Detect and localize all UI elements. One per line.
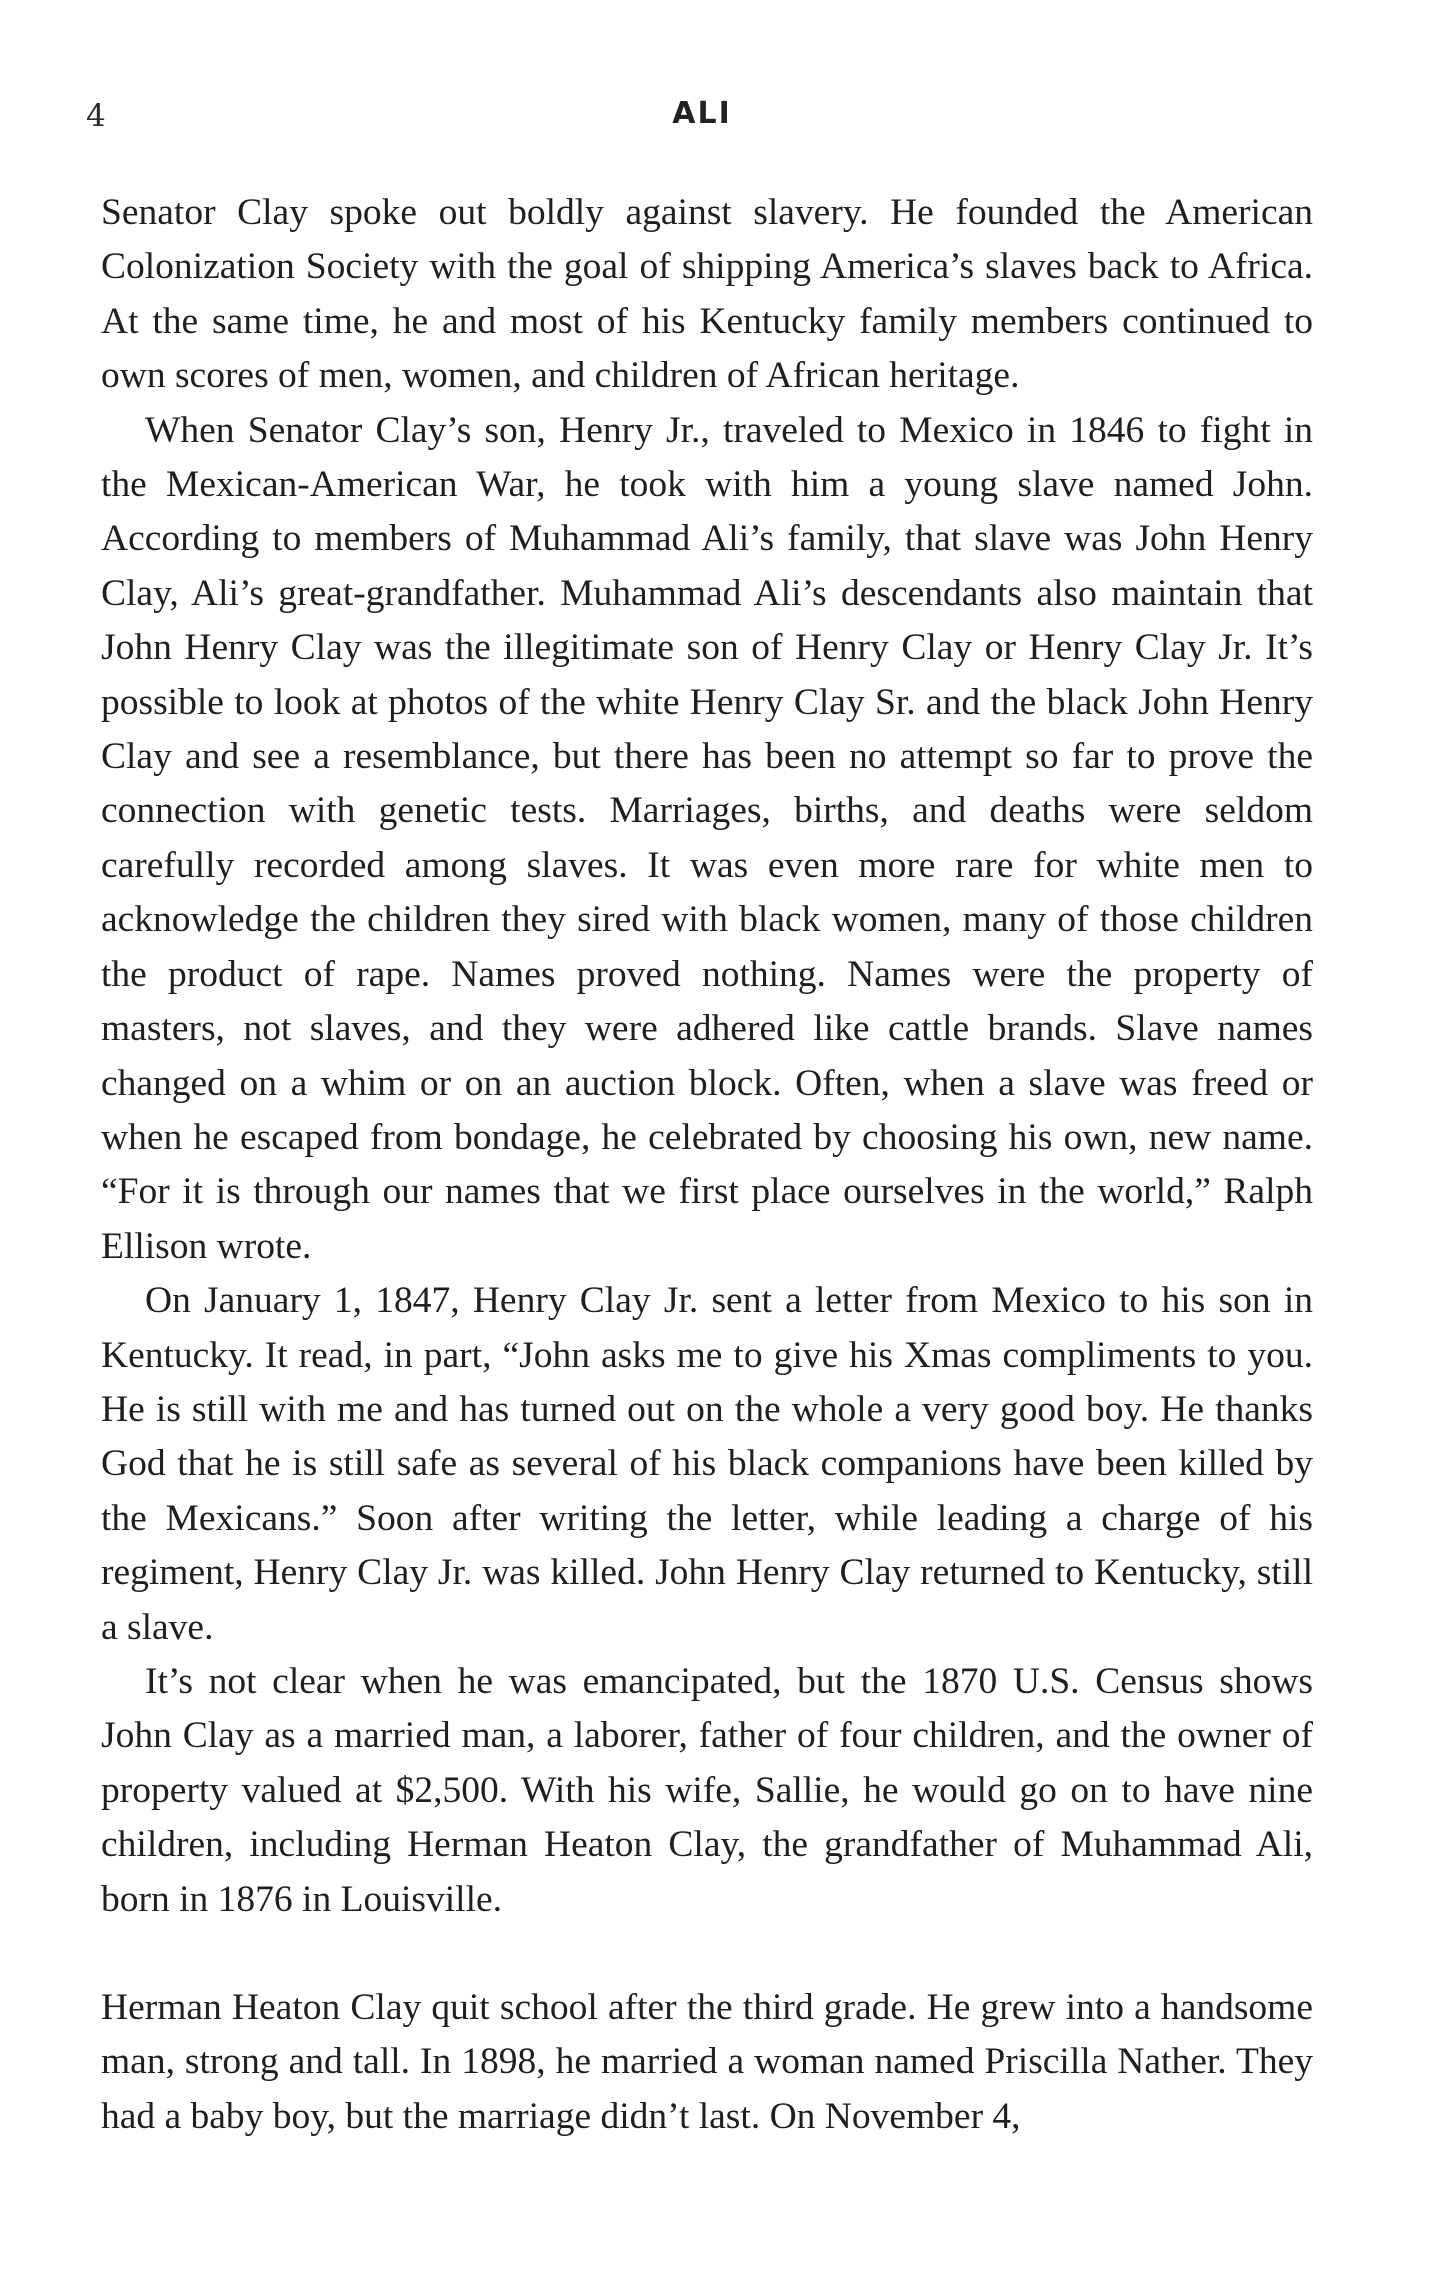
running-head: ALI: [672, 96, 732, 131]
page-number: 4: [86, 98, 106, 134]
paragraph: Senator Clay spoke out boldly against slavery. He founded the American Colonization Society with the goal of shipping America’s slaves back to Africa. At the same time, he and most of his Kentucky family members continued to own scores of men, women, and children of African heritage.: [101, 192, 1313, 397]
paragraph: It’s not clear when he was emancipated, but the 1870 U.S. Census shows John Clay as a married man, a laborer, father of four children, and the owner of property valued at $2,500. With his wife, Sallie, he would go on to have nine children, including Herman Heaton Clay, the grandfather of Muhammad Ali, born in 1876 in Louisville.: [101, 1660, 1313, 1920]
page-header: [86, 98, 1318, 148]
paragraph: On January 1, 1847, Henry Clay Jr. sent a letter from Mexico to his son in Kentucky. It read, in part, “John asks me to give his Xmas compliments to you. He is still with me and has turned out on the whole a very good boy. He thanks God that he is still safe as several of his black companions have been killed by the Mexicans.” Soon after writing the letter, while leading a charge of his regiment, Henry Clay Jr. was killed. John Henry Clay returned to Kentucky, still a slave.: [101, 1280, 1313, 1648]
paragraph: Herman Heaton Clay quit school after the third grade. He grew into a handsome man, strong and tall. In 1898, he married a woman named Priscilla Nather. They had a baby boy, but the marriage didn’t last. On November 4,: [101, 1987, 1313, 2137]
paragraph: When Senator Clay’s son, Henry Jr., traveled to Mexico in 1846 to fight in the Mexican-American War, he took with him a young slave named John. According to members of Muhammad Ali’s family, that slave was John Henry Clay, Ali’s great-grandfather. Muhammad Ali’s descendants also maintain that John Henry Clay was the illegitimate son of Henry Clay or Henry Clay Jr. It’s possible to look at photos of the white Henry Clay Sr. and the black John Henry Clay and see a resemblance, but there has been no attempt so far to prove the connection with genetic tests. Marriages, births, and deaths were seldom carefully recorded among slaves. It was even more rare for white men to acknowledge the children they sired with black women, many of those children the product of rape. Names proved nothing. Names were the property of masters, not slaves, and they were adhered like cattle brands. Slave names changed on a whim or on an auction block. Often, when a slave was freed or when he escaped from bondage, he celebrated by choosing his own, new name. “For it is through our names that we first place ourselves in the world,” Ralph Ellison wrote.: [101, 409, 1313, 1267]
body-text: [101, 186, 1313, 2144]
